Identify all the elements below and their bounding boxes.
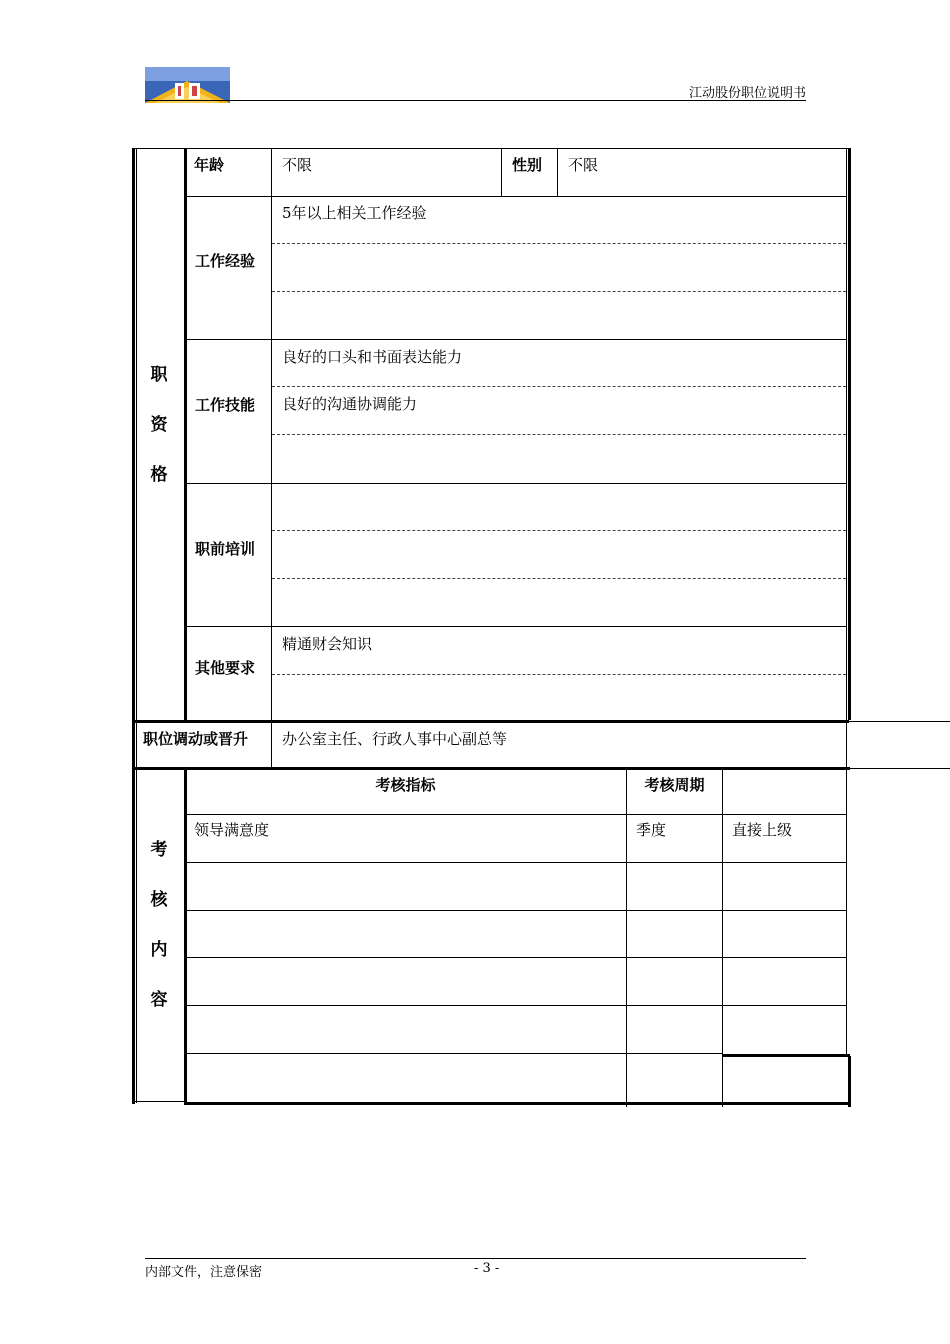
experience-line: 5年以上相关工作经验 bbox=[282, 204, 427, 222]
gender-value: 不限 bbox=[568, 156, 599, 174]
table-border-left-inner bbox=[136, 148, 137, 720]
table-border-right-outer bbox=[848, 148, 851, 720]
row-divider bbox=[722, 1054, 850, 1057]
dashed-line bbox=[272, 386, 846, 387]
page-number: - 3 - bbox=[474, 1261, 500, 1276]
section-divider bbox=[134, 720, 849, 723]
other-line: 精通财会知识 bbox=[282, 635, 373, 653]
table-border-left bbox=[132, 148, 135, 1104]
other-label: 其他要求 bbox=[195, 659, 256, 677]
row-divider bbox=[185, 1005, 846, 1006]
row-divider bbox=[846, 768, 950, 769]
section-divider bbox=[134, 767, 850, 770]
evaluator-cell: 直接上级 bbox=[732, 821, 793, 839]
table-border-right bbox=[846, 148, 847, 768]
column-divider bbox=[626, 770, 627, 1107]
skills-line: 良好的口头和书面表达能力 bbox=[282, 348, 463, 366]
promotion-label: 职位调动或晋升 bbox=[143, 730, 249, 748]
row-divider bbox=[185, 814, 846, 815]
footer-confidential: 内部文件，注意保密 bbox=[145, 1265, 263, 1280]
section-label-char: 职 bbox=[150, 365, 168, 385]
section-label-char: 容 bbox=[150, 990, 168, 1010]
table-border-right-outer bbox=[848, 1056, 851, 1107]
dashed-line bbox=[272, 674, 846, 675]
column-divider bbox=[271, 148, 272, 768]
age-label: 年龄 bbox=[194, 156, 225, 174]
qualifications-section-label bbox=[149, 350, 169, 500]
column-divider bbox=[557, 148, 558, 196]
column-header-period: 考核周期 bbox=[644, 776, 705, 794]
skills-line: 良好的沟通协调能力 bbox=[282, 395, 418, 413]
experience-label: 工作经验 bbox=[195, 252, 256, 270]
dashed-line bbox=[272, 434, 846, 435]
indicator-cell: 领导满意度 bbox=[194, 821, 270, 839]
row-divider bbox=[185, 339, 846, 340]
period-cell: 季度 bbox=[636, 821, 667, 839]
dashed-line bbox=[272, 291, 846, 292]
doc-title: 江动股份职位说明书 bbox=[688, 86, 806, 101]
row-divider bbox=[185, 626, 846, 627]
column-divider bbox=[184, 148, 187, 720]
section-label-char: 内 bbox=[150, 940, 168, 960]
section-label-char: 核 bbox=[150, 890, 168, 910]
section-label-char: 资 bbox=[150, 415, 168, 435]
row-divider bbox=[185, 957, 846, 958]
column-divider bbox=[501, 148, 502, 196]
table-border-bottom bbox=[132, 1101, 185, 1102]
column-divider bbox=[136, 722, 137, 768]
column-divider bbox=[184, 770, 187, 1105]
row-divider bbox=[185, 1053, 723, 1054]
footer-rule bbox=[145, 1258, 806, 1259]
row-divider bbox=[185, 196, 846, 197]
section-label-char: 考 bbox=[150, 840, 168, 860]
table-border-left-inner bbox=[136, 770, 137, 1103]
gender-label: 性别 bbox=[512, 156, 543, 174]
table-border-top bbox=[134, 148, 849, 149]
training-label: 职前培训 bbox=[195, 540, 256, 558]
dashed-line bbox=[272, 578, 846, 579]
promotion-value: 办公室主任、行政人事中心副总等 bbox=[282, 730, 508, 748]
dashed-line bbox=[272, 530, 846, 531]
skills-label: 工作技能 bbox=[195, 396, 256, 414]
table-border-right bbox=[846, 770, 847, 1056]
table-border-bottom bbox=[184, 1102, 850, 1105]
row-divider bbox=[185, 483, 846, 484]
row-divider bbox=[185, 910, 846, 911]
assessment-section-label bbox=[149, 825, 169, 1025]
row-divider bbox=[846, 721, 950, 722]
dashed-line bbox=[272, 243, 846, 244]
age-value: 不限 bbox=[282, 156, 313, 174]
section-label-char: 格 bbox=[150, 465, 168, 485]
row-divider bbox=[185, 862, 846, 863]
company-logo-icon bbox=[145, 67, 230, 103]
column-header-indicator: 考核指标 bbox=[375, 776, 436, 794]
